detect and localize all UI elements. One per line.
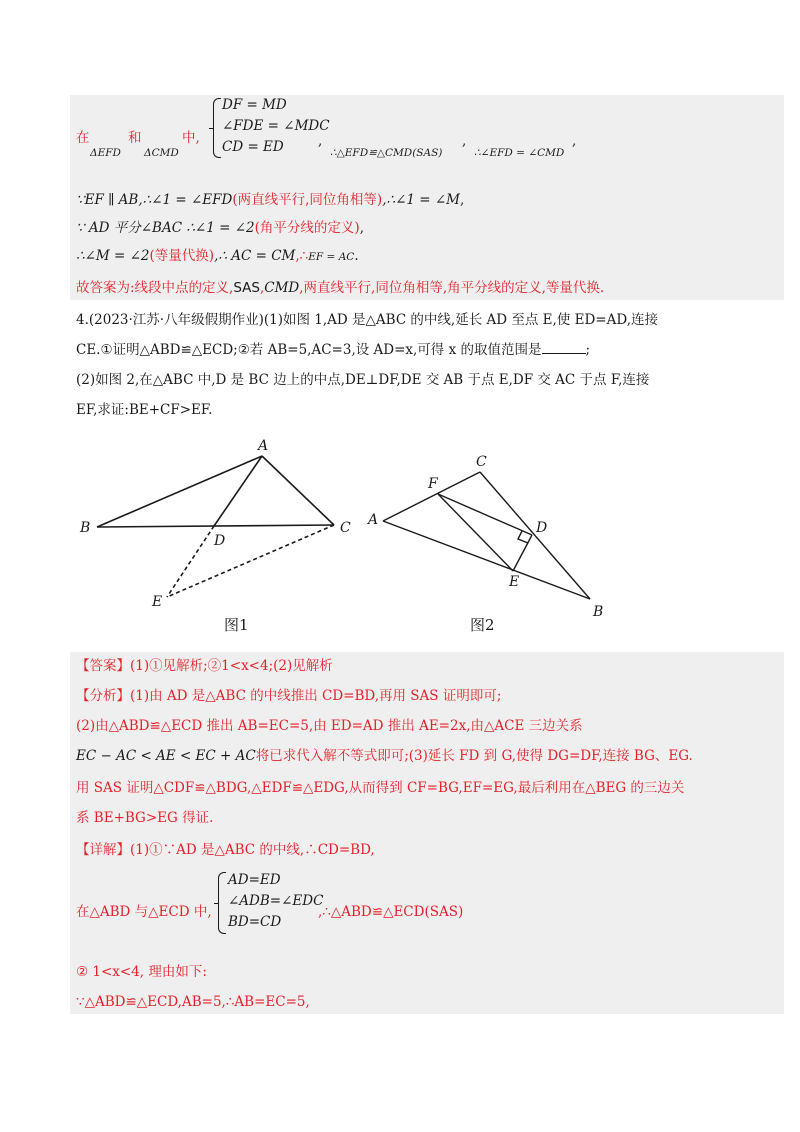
fig2-label-e: E	[509, 574, 520, 590]
figure-1-caption: 图1	[224, 616, 249, 634]
detail-line-1	[76, 840, 375, 860]
fig2-label-b: B	[593, 604, 604, 620]
answer-rest: ,两直线平行,同位角相等,角平分线的定义,等量代换.	[299, 280, 605, 296]
period-l4: .	[354, 248, 359, 264]
detail-line-3	[76, 992, 310, 1012]
detail-text-1: 【详解】(1)①∵AD 是△ABC 的中线,∴CD=BD,	[76, 842, 375, 858]
problem-text-4: EF,求证:BE+CF>EF.	[76, 402, 213, 418]
comma-l2: ,	[460, 192, 465, 208]
eq-bd-cd: BD=CD	[228, 914, 282, 930]
analysis-text-3: 将已求代入解不等式即可;(3)延长 FD 到 G,使得 DG=DF,连接 BG、EG.	[255, 748, 693, 764]
detail-pre-text: 在△ABD 与△ECD 中,	[76, 904, 212, 920]
problem-text-1: 4.(2023·江苏·八年级假期作业)(1)如图 1,AD 是△ABC 的中线,延长 AD 至点 E,使 ED=AD,连接	[76, 312, 658, 328]
comma-3: ,	[572, 133, 577, 149]
answer-text: 【答案】(1)①见解析;②1<x<4;(2)见解析	[76, 658, 333, 674]
fig1-label-d: D	[214, 533, 226, 549]
fig2-label-d: D	[536, 520, 548, 536]
text-and: 和	[128, 130, 142, 146]
analysis-text-1: 【分析】(1)由 AD 是△ABC 的中线推出 CD=BD,再用 SAS 证明即可;	[76, 688, 502, 704]
problem-text-2: CE.①证明△ABD≌△ECD;②若 AB=5,AC=3,设 AD=x,可得 x 的取值范围是	[76, 342, 542, 358]
figure-1	[97, 456, 334, 597]
eq-cd-ed: CD = ED	[222, 139, 284, 155]
answer-comma: ,	[259, 280, 265, 296]
reason-substitution: (等量代换)	[149, 248, 215, 264]
comma-1: ,	[318, 133, 323, 149]
detail-text-3: ∵△ABD≌△ECD,AB=5,∴AB=EC=5,	[76, 994, 310, 1010]
triangle-cmd-label: ΔCMD	[144, 147, 179, 159]
bisector-statement: ∵ AD 平分∠BAC ∴∠1 = ∠2	[76, 220, 255, 236]
fig1-label-c: C	[340, 520, 351, 536]
eq-angle-adb: ∠ADB=∠EDC	[228, 893, 324, 909]
answer-lead: 故答案为:线段中点的定义,	[76, 280, 234, 296]
therefore-red: ,∴	[295, 248, 309, 264]
detail-pre-wrap	[76, 902, 212, 922]
fig1-label-e: E	[152, 594, 163, 610]
analysis-line-3	[76, 746, 693, 766]
answer-cmd: CMD	[264, 280, 300, 296]
text-in: 在	[76, 130, 90, 146]
analysis-line-2	[76, 716, 583, 736]
conclusion-angle: ∴∠EFD = ∠CMD	[474, 147, 565, 159]
detail-post-text: ,∴△ABD≌△ECD(SAS)	[318, 904, 464, 920]
answer-sas: SAS	[233, 280, 260, 296]
fig2-segment-cb	[480, 472, 590, 599]
angle-m-2: ∴∠M = ∠2	[76, 248, 150, 264]
analysis-text-5: 系 BE+BG>EG 得证.	[76, 810, 214, 826]
detail-text-2: ② 1<x<4, 理由如下:	[76, 964, 207, 980]
system-brace-bottom	[218, 872, 226, 934]
figure-2-caption: 图2	[470, 616, 495, 634]
solution-box-bottom	[70, 652, 784, 1014]
fig1-label-b: B	[80, 520, 91, 536]
reason-parallel: (两直线平行,同位角相等)	[232, 192, 383, 208]
answer-line	[76, 656, 333, 676]
angle1-m: ,∴∠1 = ∠M	[382, 192, 460, 208]
conclusion-congruent: ∴△EFD≌△CMD(SAS)	[330, 147, 443, 159]
inequality-expression: EC − AC < AE < EC + AC	[76, 748, 256, 764]
eq-ad-ed: AD=ED	[228, 872, 281, 888]
fig1-segment-bc	[97, 525, 334, 527]
fig2-label-a: A	[368, 512, 379, 528]
fig2-segment-ab	[383, 521, 590, 599]
equation-system-bottom	[228, 870, 323, 933]
fig1-segment-ce	[167, 525, 334, 597]
triangle-efd-label: ΔEFD	[90, 147, 121, 159]
analysis-text-4: 用 SAS 证明△CDF≌△BDG,△EDF≌△EDG,从而得到 CF=BG,EF=EG,最后利用在△BEG 的三边关	[76, 780, 685, 796]
figure-2	[383, 472, 590, 599]
angle1-efd: ,∴∠1 = ∠EFD	[138, 192, 233, 208]
detail-line-2	[76, 962, 207, 982]
ac-cm: ,∴ AC = CM	[214, 248, 296, 264]
comma-l3: ,	[359, 220, 364, 236]
detail-post-wrap	[318, 902, 463, 922]
fig2-label-c: C	[476, 454, 487, 470]
fig1-label-a: A	[258, 438, 269, 454]
fig1-segment-ac	[262, 456, 334, 525]
parallel-given: ∵EF ∥ AB	[76, 192, 139, 208]
fig2-segment-fd	[438, 494, 532, 535]
fig2-segment-fe	[438, 494, 513, 571]
fig2-label-f: F	[428, 476, 438, 492]
reason-bisector: (角平分线的定义)	[254, 220, 360, 236]
problem-text-3: (2)如图 2,在△ABC 中,D 是 BC 边上的中点,DE⊥DF,DE 交 AB 于点 E,DF 交 AC 于点 F,连接	[76, 372, 650, 388]
analysis-line-5	[76, 808, 213, 828]
analysis-line-1	[76, 686, 501, 706]
text-zhong: 中,	[182, 130, 200, 146]
ef-ac: EF = AC	[308, 251, 355, 263]
analysis-line-4	[76, 778, 684, 798]
problem-text-2-end: ;	[585, 342, 591, 358]
comma-2: ,	[462, 133, 467, 149]
analysis-text-2: (2)由△ABD≌△ECD 推出 AB=EC=5,由 ED=AD 推出 AE=2x,由△ACE 三边关系	[76, 718, 583, 734]
eq-angle-fde: ∠FDE = ∠MDC	[222, 118, 330, 134]
eq-df-md: DF = MD	[222, 97, 287, 113]
